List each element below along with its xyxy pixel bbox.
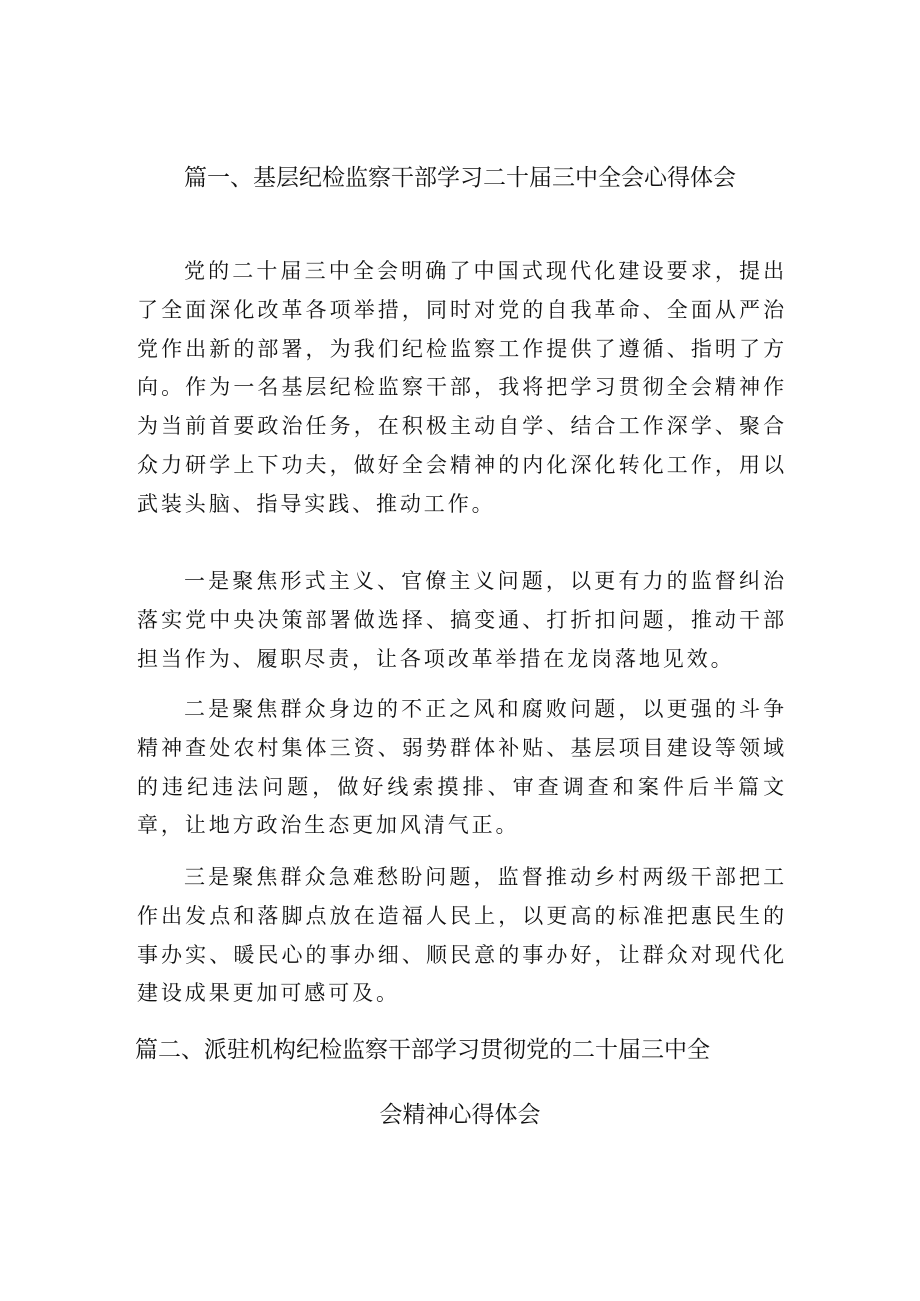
section-2-title-line-2: 会精神心得体会 (379, 1102, 541, 1128)
section-1-paragraph-3: 二是聚焦群众身边的不正之风和腐败问题，以更强的斗争精神查处农村集体三资、弱势群体补贴、基层项目建设等领域的违纪违法问题，做好线索摸排、审查调查和案件后半篇文章，让地方政治生态更加风清气正。 (137, 697, 787, 838)
section-1-paragraph-1: 党的二十届三中全会明确了中国式现代化建设要求，提出了全面深化改革各项举措，同时对党的自我革命、全面从严治党作出新的部署，为我们纪检监察工作提供了遵循、指明了方向。作为一名基层纪检监察干部，我将把学习贯彻全会精神作为当前首要政治任务，在积极主动自学、结合工作深学、聚合众力研学上下功夫，做好全会精神的内化深化转化工作，用以武装头脑、指导实践、推动工作。 (137, 259, 787, 516)
section-1-paragraph-4: 三是聚焦群众急难愁盼问题，监督推动乡村两级干部把工作出发点和落脚点放在造福人民上，以更高的标准把惠民生的事办实、暖民心的事办细、顺民意的事办好，让群众对现代化建设成果更加可感可及。 (137, 865, 787, 1006)
section-1-paragraph-2: 一是聚焦形式主义、官僚主义问题，以更有力的监督纠治落实党中央决策部署做选择、搞变通、打折扣问题，推动干部担当作为、履职尽责，让各项改革举措在龙岗落地见效。 (137, 569, 787, 671)
section-2-title-line-1: 篇二、派驻机构纪检监察干部学习贯彻党的二十届三中全 (135, 1037, 710, 1063)
section-1-title: 篇一、基层纪检监察干部学习二十届三中全会心得体会 (184, 165, 736, 191)
